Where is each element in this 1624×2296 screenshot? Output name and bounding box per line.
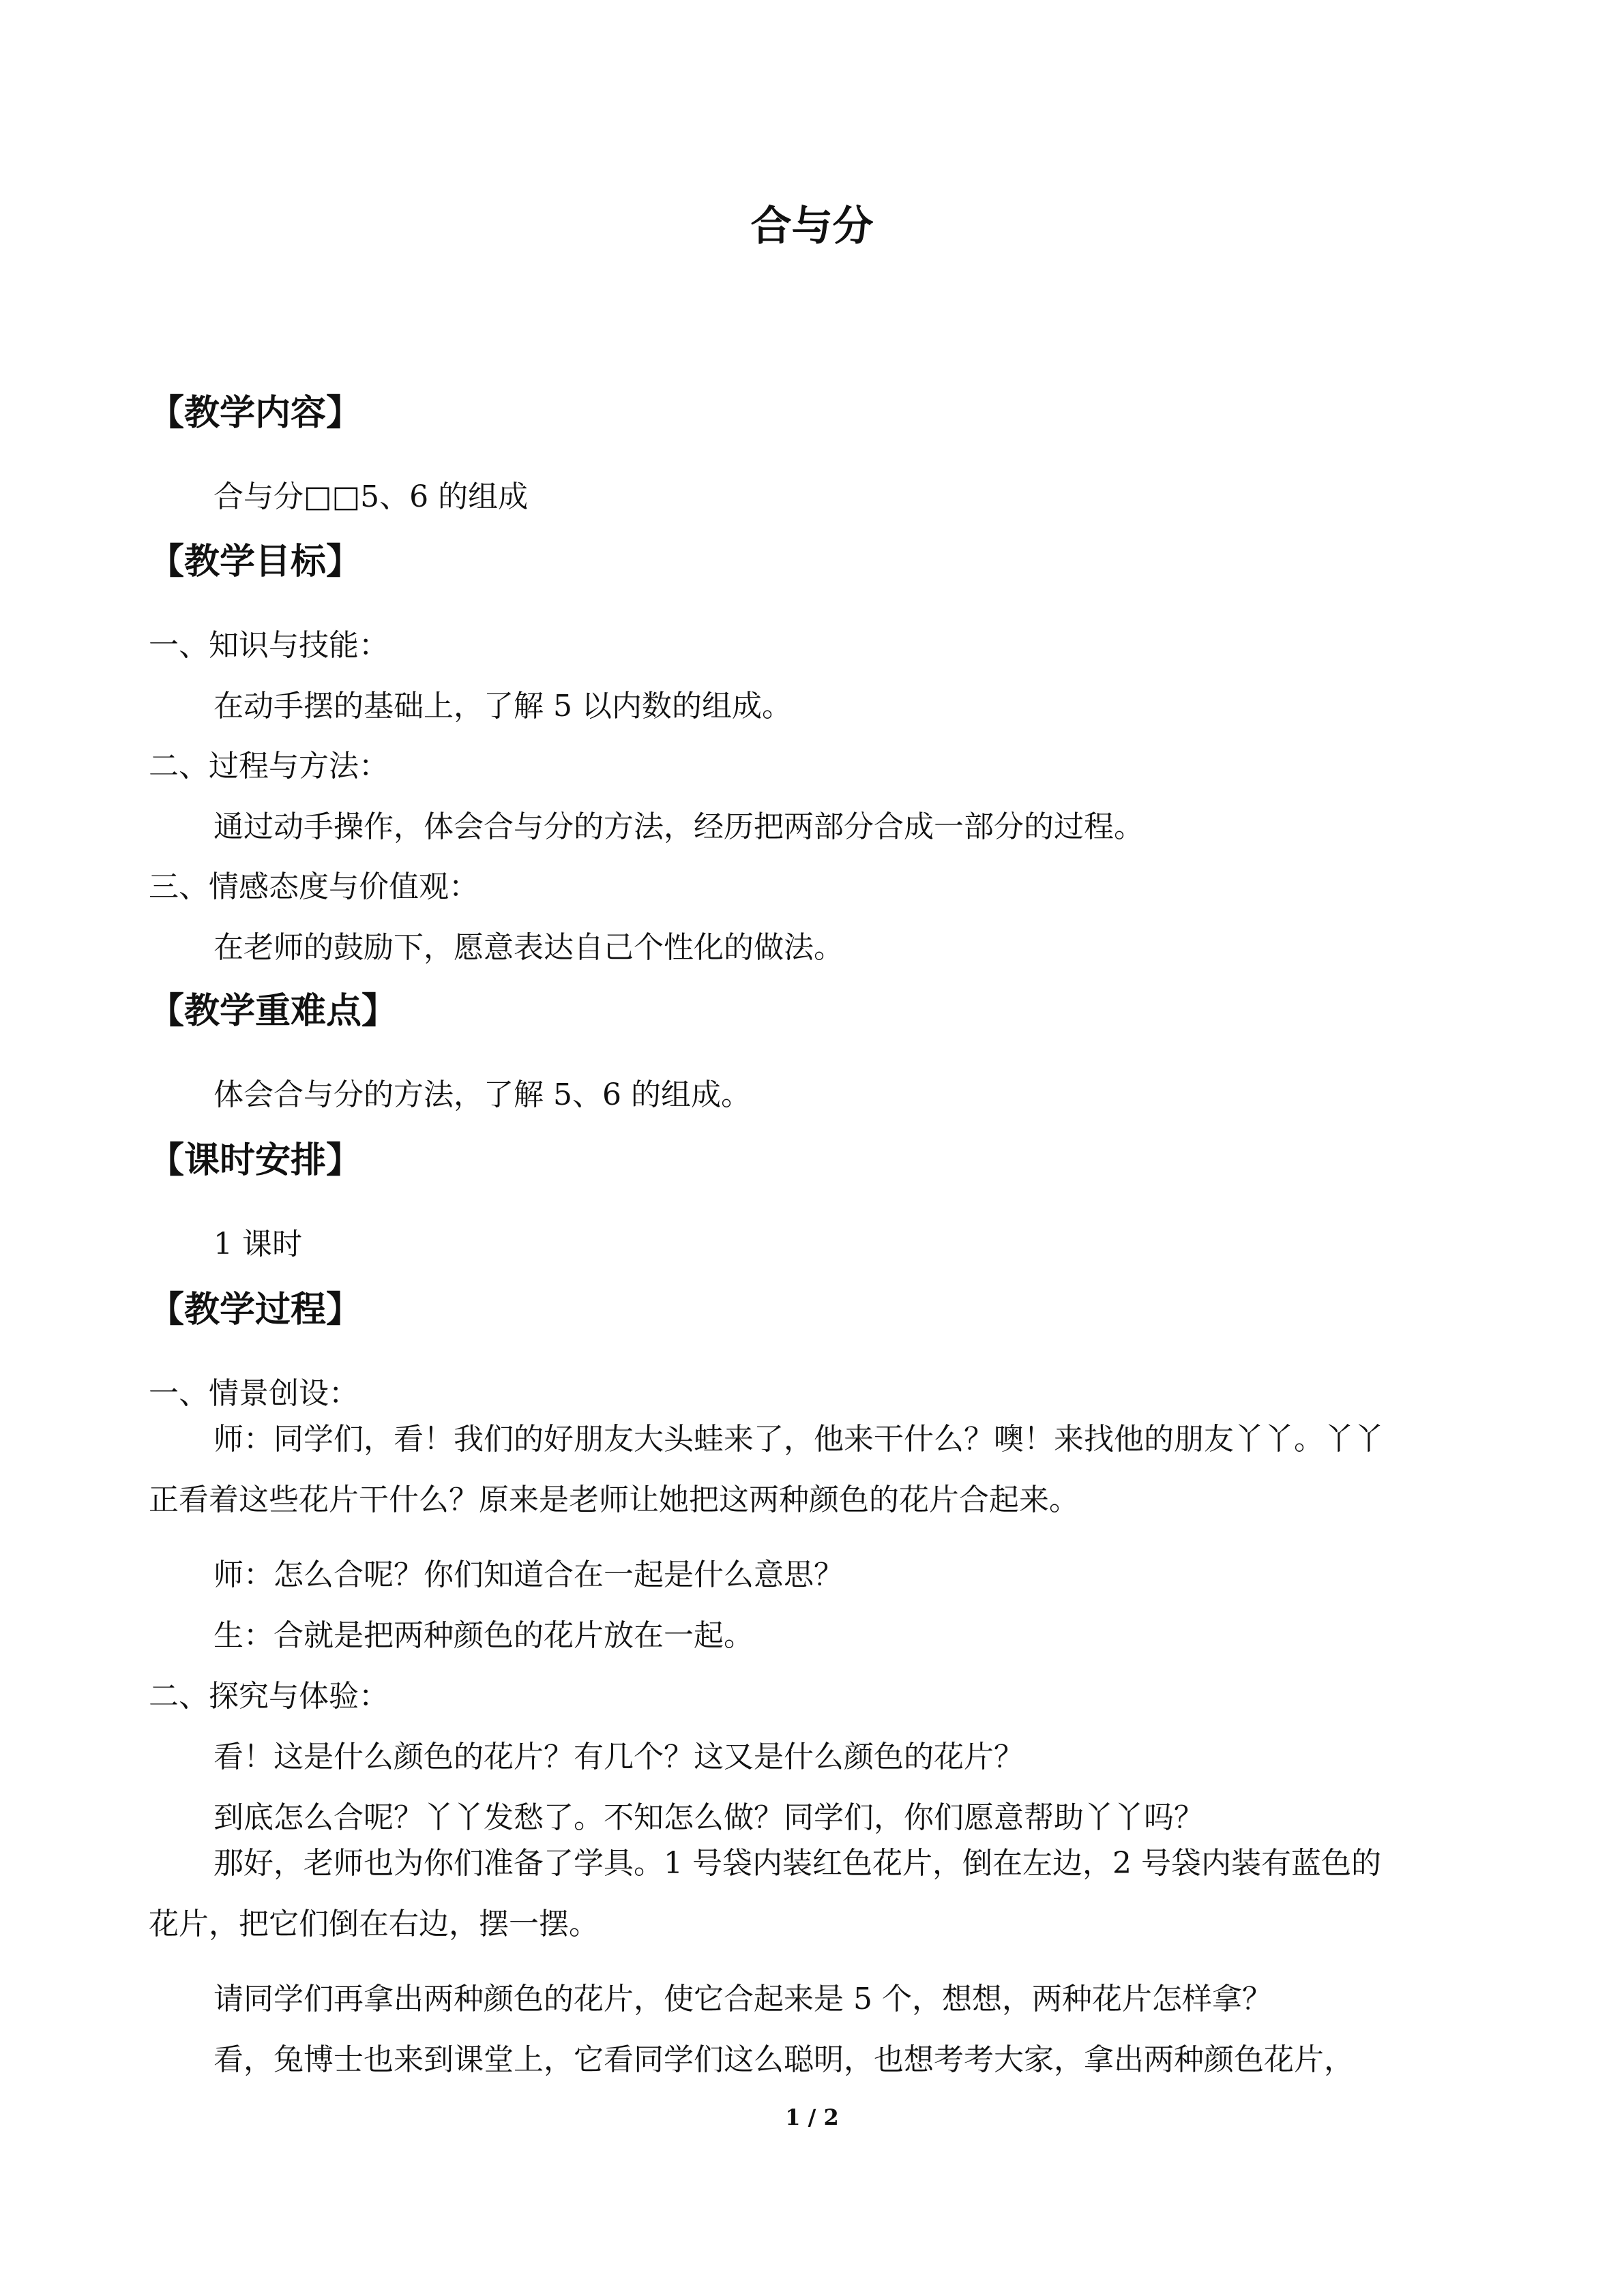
schedule-text: 1 课时	[213, 1227, 302, 1262]
section-heading-content: 【教学内容】	[149, 393, 362, 434]
section-heading-process: 【教学过程】	[149, 1289, 362, 1330]
section-heading-objectives: 【教学目标】	[149, 541, 362, 582]
process-paragraph: 师：同学们，看！我们的好朋友大头蛙来了，他来干什么？噢！来找他的朋友丫丫。丫丫正看着这些花片干什么？原来是老师让她把这两种颜色的花片合起来。	[149, 1422, 1384, 1517]
process-part1-label: 一、情景创设：	[149, 1376, 359, 1411]
process-paragraph: 那好，老师也为你们准备了学具。1 号袋内装红色花片，倒在左边，2 号袋内装有蓝色的花片，把它们倒在右边，摆一摆。	[149, 1846, 1381, 1941]
process-paragraph: 看！这是什么颜色的花片？有几个？这又是什么颜色的花片？	[213, 1740, 1024, 1774]
key-points-text: 体会合与分的方法，了解 5、6 的组成。	[213, 1077, 751, 1112]
process-paragraph: 看，兔博士也来到课堂上，它看同学们这么聪明，也想考考大家，拿出两种颜色花片，	[213, 2042, 1354, 2077]
objective-text-3: 在老师的鼓励下，愿意表达自己个性化的做法。	[213, 930, 844, 965]
process-paragraph: 生：合就是把两种颜色的花片放在一起。	[213, 1618, 754, 1653]
process-paragraph: 到底怎么合呢？丫丫发愁了。不知怎么做？同学们，你们愿意帮助丫丫吗？	[213, 1800, 1204, 1835]
section-heading-key-points: 【教学重难点】	[149, 991, 398, 1032]
objective-label-1: 一、知识与技能：	[149, 628, 389, 663]
document-title: 合与分	[750, 203, 874, 250]
objective-label-2: 二、过程与方法：	[149, 749, 389, 784]
objective-text-1: 在动手摆的基础上，了解 5 以内数的组成。	[213, 689, 792, 724]
process-part2-label: 二、探究与体验：	[149, 1679, 389, 1714]
process-paragraph: 请同学们再拿出两种颜色的花片，使它合起来是 5 个，想想，两种花片怎样拿？	[213, 1982, 1272, 2016]
objective-text-2: 通过动手操作，体会合与分的方法，经历把两部分合成一部分的过程。	[213, 809, 1144, 844]
page-number: 1 / 2	[785, 2104, 839, 2130]
section-heading-schedule: 【课时安排】	[149, 1140, 362, 1181]
objective-label-3: 三、情感态度与价值观：	[149, 869, 479, 904]
process-paragraph: 师：怎么合呢？你们知道合在一起是什么意思？	[213, 1557, 844, 1592]
content-text: 合与分□□5、6 的组成	[213, 479, 529, 514]
